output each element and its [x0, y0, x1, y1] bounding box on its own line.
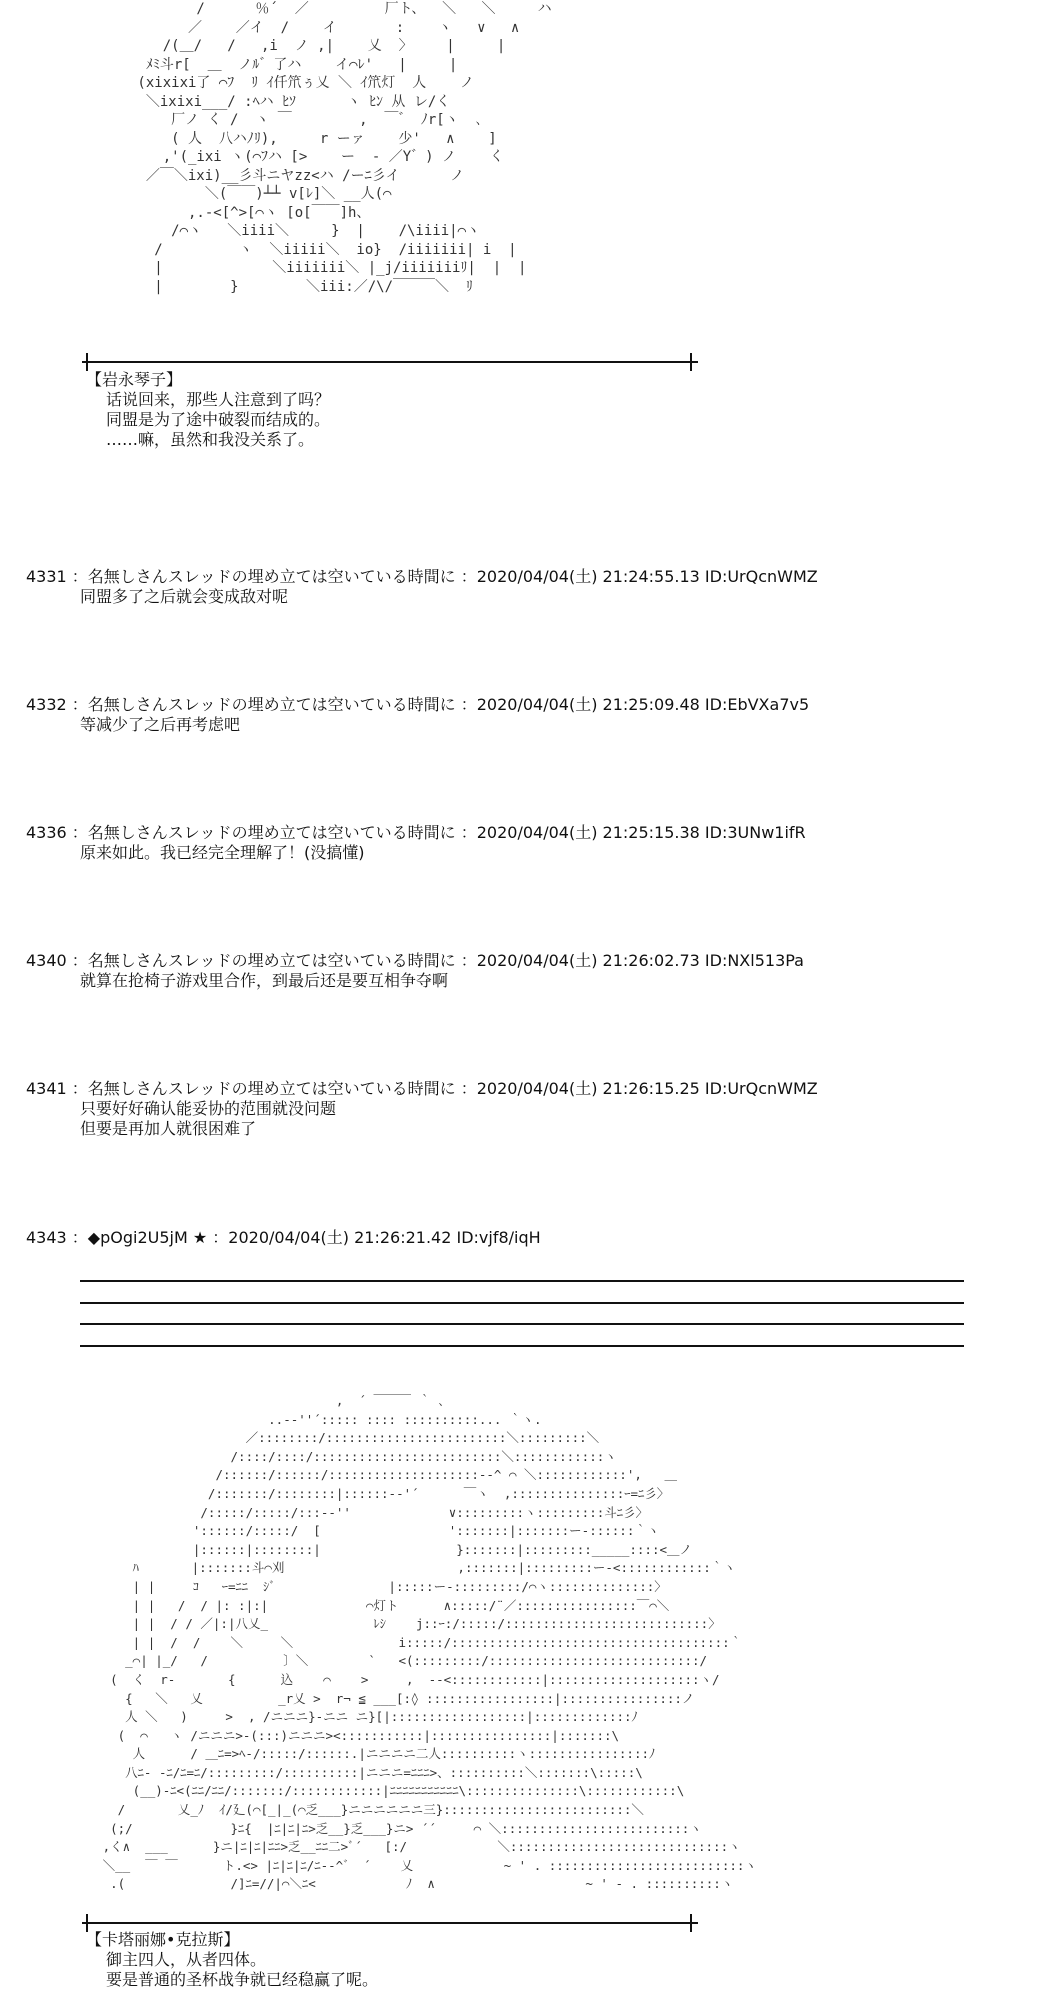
speech-line: 御主四人，从者四体。 [106, 1950, 267, 1969]
speech-block-catarina [86, 1930, 378, 1990]
post-header: 4341 ：名無しさんスレッドの埋め立ては空いている時間に ：2020/04/04(土) 21:26:15.25 ID:UrQcnWMZ [26, 1079, 818, 1098]
post-line: 只要好好确认能妥协的范围就没问题 [80, 1099, 337, 1118]
post-4336 [26, 823, 806, 863]
separator-line-1 [80, 1280, 964, 1282]
speech-line: 同盟是为了途中破裂而结成的。 [106, 410, 331, 429]
speech-block-iwanaga [86, 370, 330, 450]
post-line: 但要是再加人就很困难了 [80, 1119, 257, 1138]
divider-top [82, 361, 698, 363]
speaker-name: 【岩永琴子】 [86, 370, 183, 389]
divider-cross-right [690, 1914, 692, 1932]
post-line: 就算在抢椅子游戏里合作，到最后还是要互相争夺啊 [80, 971, 449, 990]
post-header: 4331 ：名無しさんスレッドの埋め立ては空いている時間に ：2020/04/04(土) 21:24:55.13 ID:UrQcnWMZ [26, 567, 818, 586]
ascii-art-top: / ％´ ／ 厂ト、 ＼ ＼ ハ ／ ／イ / イ : ヽ ∨ ∧ /(＿/ / ,i ノ ,| 乂 〉 | | ﾒﾐ斗r[ ＿ ノﾙ゛了ハ イ⌒ﾚ' | | (xixixi了 ⌒ﾌ ﾘ ｲ仟笊ぅ乂 ＼ ｲ笊灯 人 ノ ＼ixixi___/ :ﾍハ ﾋｿ ヽ ﾋﾝ 从 レ/く 厂ノ く / ヽ ￣ , ￣゛ ﾉr[ヽ ､ ( 人 八ハﾉﾘ), r ーァ 少' ∧ ] ,'(_ixi ヽ(⌒ﾌハ [> ー - ／Y゛) ノ く ／￣＼ixi)__彡斗ニヤzz<ハ /ーﾆ彡イ ノ ＼(￣￣)┴┴ v[ﾚ]＼ __人(⌒ ,.-<[^>[⌒ヽ [o[￣￣]h、 /⌒ヽ ＼iiii＼ } | /\iiii|⌒ヽ / ヽ ＼iiiii＼ io} /iiiiiii| i | | ＼iiiiiii＼ |_j/iiiiiiiﾘ| | | | } ＼iii:／/\/￣￣￣＼ ﾘ [137, 1, 552, 295]
post-4331 [26, 567, 818, 607]
speaker-name: 【卡塔丽娜•克拉斯】 [86, 1930, 240, 1949]
post-4341 [26, 1079, 818, 1139]
separator-line-2 [80, 1302, 964, 1304]
speech-line: ……嘛，虽然和我没关系了。 [106, 430, 315, 449]
post-line: 原来如此。我已经完全理解了！(没搞懂) [80, 843, 365, 862]
post-4343 [26, 1228, 541, 1248]
divider-cross-left [86, 353, 88, 371]
speech-line: 要是普通的圣杯战争就已经稳赢了呢。 [106, 1970, 379, 1989]
post-header: 4343 ：◆pOgi2U5jM ★ ：2020/04/04(土) 21:26:21.42 ID:vjf8/iqH [26, 1228, 541, 1247]
ascii-art-bottom: , ´ ￣￣￣ ｀ ､ ..-‐''´::::: :::: ::::::::::... ｀ヽ. ／::::::::/::::::::::::::::::::::::＼:::::::::＼ /::::/::::/:::::::::::::::::::::::::＼::::::::::::ヽ /::::::/::::::/::::::::::::::::::::-‐^ ⌒ ＼::::::::::::', ＿ /:::::::/::::::::|::::::-‐'´ ￣ヽ ,:::::::::::::::ｰ=ﾆ彡〉 /:::::/:::::/:::-‐'' ∨:::::::::ヽ:::::::::斗ﾆ彡〉 '::::::/:::::/ [ ':::::::|:::::::ー-::::::｀ヽ |::::::|::::::::| }:::::::|:::::::::_____::::<＿ノ ﾊ |:::::::斗⌒刈 ,:::::::|:::::::::ー-<::::::::::::｀ヽ | | ｺ ｰ=ﾆﾆ ｼﾞ |:::::ー-:::::::::/⌒ヽ::::::::::::::〉 | | / / |: :|:| ⌒灯ト ∧:::::/¨／::::::::::::::::￣⌒＼ | | / / ／|:|八乂_ ﾚｼ j::ｰ:/:::::/:::::::::::::::::::::::::::〉 | | / / ＼ ＼ i:::::/:::::::::::::::::::::::::::::::::::::｀ _⌒| |_/ / 〕＼ ` <(:::::::::/::::::::::::::::::::::::::::/ ( く r- { 込 ⌒ > , -‐<::::::::::::|::::::::::::::::::::ヽ/ { ＼ 乂 _r乂 > r¬ ≦ ___[:◊ :::::::::::::::::|::::::::::::::::ノ 人 ＼ ) > , /ニニニ}-ニニ ニ}[|::::::::::::::::::|:::::::::::::ﾉ ( ⌒ ヽ /ニニニ>-(:::)ニニニ><:::::::::::|::::::::::::::::|:::::::\ 人 / ＿ﾆ=>ﾍ-/:::::/::::::.|ニニニニ二人::::::::::ヽ::::::::::::::::ﾉ 八ﾆ- -ﾆ/ﾆ=ﾆ/:::::::::/::::::::::|ニニニ=ﾆﾆﾆ>、::::::::::＼:::::::\:::::\ (__)-ﾆ<(ﾆﾆ/ﾆﾆ/:::::::/::::::::::::|ﾆﾆﾆﾆﾆﾆﾆﾆﾆﾆﾆ\:::::::::::::::\::::::::::::\ / 乂_ﾉ ｲ/廴(⌒[_|_(⌒乏___}ニニニニニニ三}:::::::::::::::::::::::::＼ (;/ }ﾆ{ |ﾆ|ﾆ|ﾆ>乏__}乏___}ニ> ´´ ⌒ ＼:::::::::::::::::::::::::ヽ ,く∧ ___ }ニ|ﾆ|ﾆ|ﾆﾆ>乏__ﾆﾆ二>ﾞ´ [:/ ＼:::::::::::::::::::::::::::::ヽ ＼__ ￣ ￣ ト.<> |ﾆ|ﾆ|ﾆ/ﾆ--^゛ ´ 乂 ~ ' . ::::::::::::::::::::::::::ヽ .( /]ﾆ=//|⌒＼ﾆ< ﾉ ∧ ~ ' - . ::::::::::ヽ [102, 1393, 757, 1892]
speech-line: 话说回来，那些人注意到了吗？ [106, 390, 331, 409]
post-header: 4332 ：名無しさんスレッドの埋め立ては空いている時間に ：2020/04/04(土) 21:25:09.48 ID:EbVXa7v5 [26, 695, 810, 714]
separator-line-4 [80, 1345, 964, 1347]
post-4332 [26, 695, 809, 735]
divider-bottom [82, 1922, 698, 1924]
post-4340 [26, 951, 804, 991]
post-line: 同盟多了之后就会变成敌对呢 [80, 587, 289, 606]
divider-cross-right [690, 353, 692, 371]
post-header: 4336 ：名無しさんスレッドの埋め立ては空いている時間に ：2020/04/04(土) 21:25:15.38 ID:3UNw1ifR [26, 823, 806, 842]
separator-line-3 [80, 1323, 964, 1325]
post-line: 等减少了之后再考虑吧 [80, 715, 241, 734]
post-header: 4340 ：名無しさんスレッドの埋め立ては空いている時間に ：2020/04/04(土) 21:26:02.73 ID:NXl513Pa [26, 951, 804, 970]
